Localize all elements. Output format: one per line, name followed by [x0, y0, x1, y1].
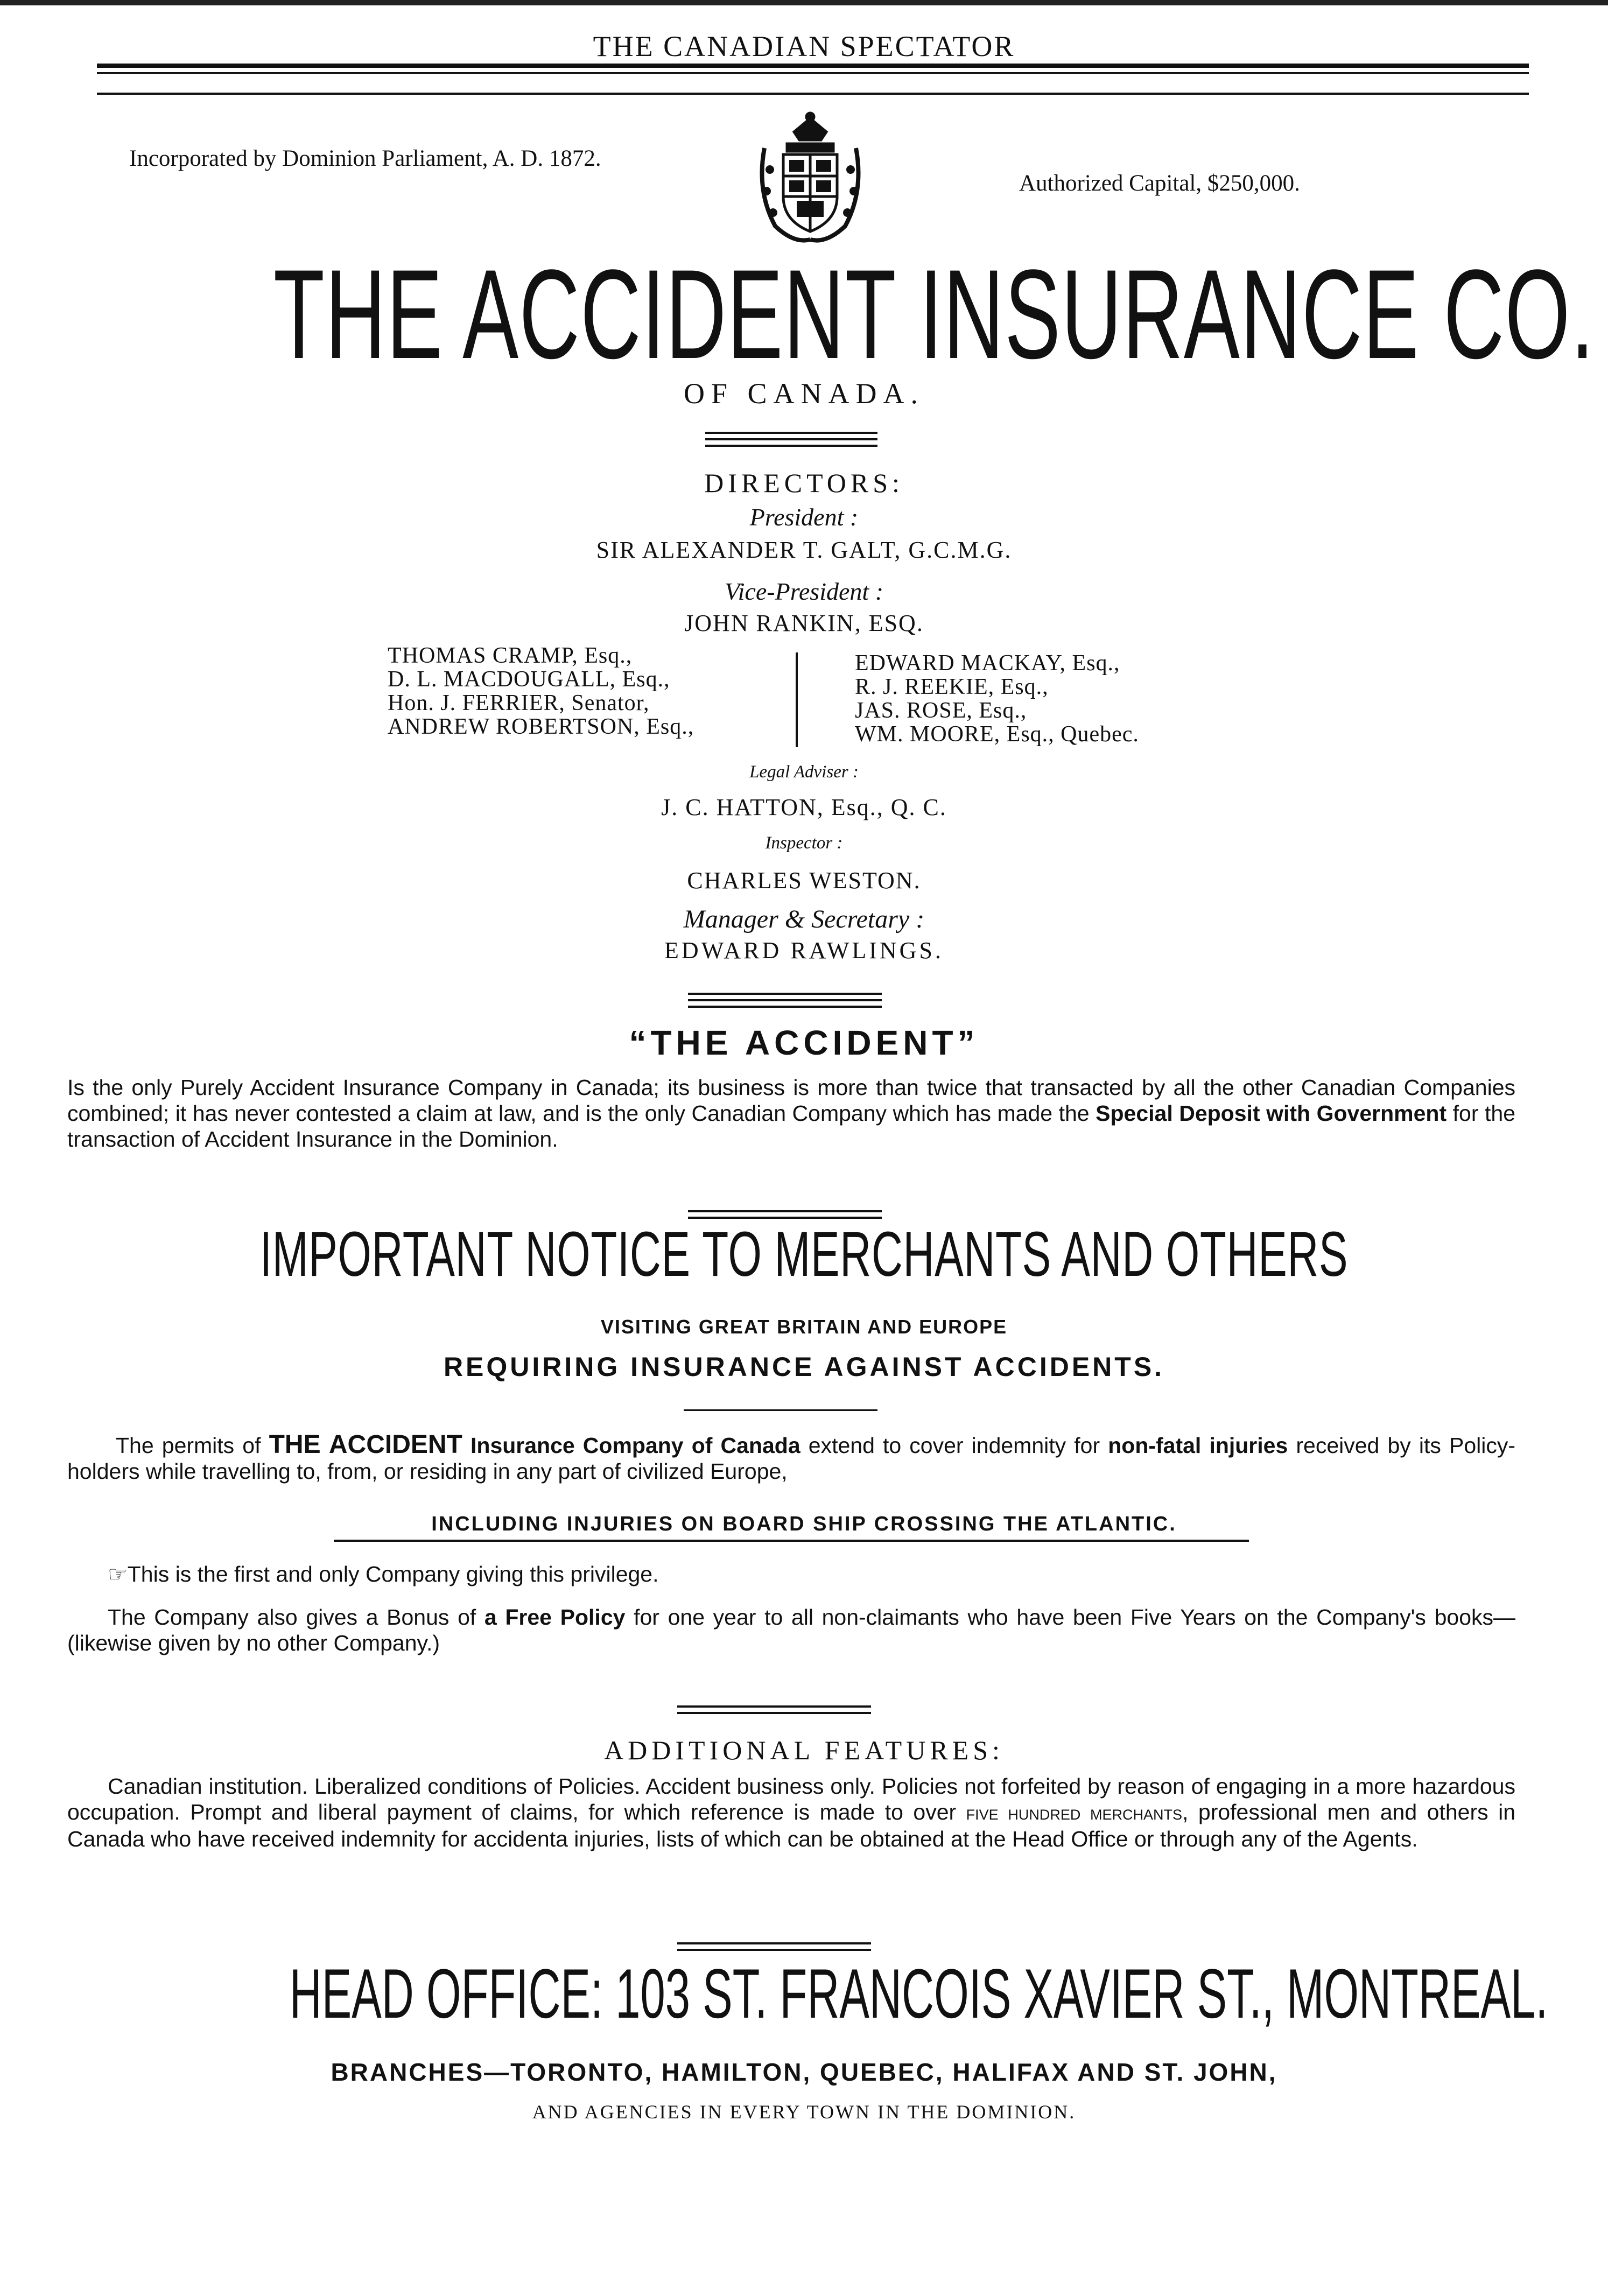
agencies-line: AND AGENCIES IN EVERY TOWN IN THE DOMINION. [532, 2101, 1076, 2123]
incorporation-note: Incorporated by Dominion Parliament, A. D. 1872. [129, 146, 601, 171]
divider [684, 1409, 877, 1411]
divider [677, 1705, 871, 1708]
company-subtitle: OF CANADA. [683, 377, 925, 410]
divider [705, 432, 877, 434]
coat-of-arms-icon [754, 110, 867, 248]
features-paragraph: Canadian institution. Liberalized conditions of Policies. Accident business only. Policies not forfeited by reason of engaging in a more hazardous occupation. Prompt and liberal payment of claims, for which reference is made to over five hundred merchants, professional men and others in Canada who have received indemnity for accidenta injuries, lists of which can be obtained at the Head Office or through any of the Agents. [67, 1774, 1516, 1851]
director-name: R. J. REEKIE, Esq., [855, 675, 1049, 699]
manager-label: Manager & Secretary : [683, 905, 925, 933]
directors-column-divider [796, 652, 798, 747]
legal-adviser-name: J. C. HATTON, Esq., Q. C. [661, 794, 947, 820]
legal-adviser-label: Legal Adviser : [749, 762, 859, 782]
divider [705, 438, 877, 440]
divider [688, 999, 882, 1001]
director-name: THOMAS CRAMP, Esq., [388, 643, 633, 668]
branches-line: BRANCHES—TORONTO, HAMILTON, QUEBEC, HALIFAX AND ST. JOHN, [331, 2058, 1277, 2086]
director-name: D. L. MACDOUGALL, Esq., [388, 667, 670, 692]
inspector-label: Inspector : [765, 833, 843, 853]
vice-president-label: Vice-President : [724, 578, 884, 605]
divider [688, 1210, 882, 1212]
header-rule-thin [97, 72, 1529, 74]
emphasis-underline [334, 1540, 1249, 1542]
page-top-edge [0, 0, 1608, 5]
notice-headline: IMPORTANT NOTICE TO MERCHANTS AND OTHERS [259, 1219, 1349, 1290]
accident-paragraph: Is the only Purely Accident Insurance Company in Canada; its business is more than twice that transacted by all the other Canadian Companies combined; it has never contested a claim at law, and is the only Canadian Company which has made the Special Deposit with Government for the transaction of Accident Insurance in the Dominion. [67, 1075, 1516, 1151]
divider [688, 993, 882, 995]
head-office-line: HEAD OFFICE: 103 ST. FRANCOIS XAVIER ST., MONTREAL. [289, 1954, 1548, 2033]
director-name: JAS. ROSE, Esq., [855, 698, 1027, 723]
notice-subheading: VISITING GREAT BRITAIN AND EUROPE [600, 1316, 1008, 1338]
directors-heading: DIRECTORS: [704, 468, 904, 498]
director-name: ANDREW ROBERTSON, Esq., [388, 714, 694, 739]
pointing-hand-icon: ☞ [108, 1562, 128, 1586]
bonus-paragraph: The Company also gives a Bonus of a Free Policy for one year to all non-claimants who have been Five Years on the Company's books—(likewise given by no other Company.) [67, 1605, 1515, 1655]
directors-list-left [388, 644, 694, 739]
accident-heading: “THE ACCIDENT” [629, 1023, 979, 1062]
capital-note: Authorized Capital, $250,000. [1019, 171, 1300, 196]
divider [677, 1949, 871, 1951]
director-name: Hon. J. FERRIER, Senator, [388, 691, 650, 715]
manager-name: EDWARD RAWLINGS. [664, 937, 944, 964]
running-head: THE CANADIAN SPECTATOR [593, 30, 1015, 62]
director-name: EDWARD MACKAY, Esq., [855, 651, 1120, 676]
president-label: President : [749, 503, 859, 531]
notice-paragraph: The permits of THE ACCIDENT Insurance Company of Canada extend to cover indemnity for non-fatal injuries received by its Policy-holders while travelling to, from, or residing in any part of civilized Europe, [67, 1430, 1516, 1484]
privilege-note: ☞This is the first and only Company giving this privilege. [108, 1562, 659, 1586]
divider [705, 445, 877, 447]
features-heading: ADDITIONAL FEATURES: [604, 1735, 1004, 1765]
inspector-name: CHARLES WESTON. [687, 867, 921, 894]
president-name: SIR ALEXANDER T. GALT, G.C.M.G. [596, 537, 1012, 563]
divider [677, 1942, 871, 1944]
divider [688, 1006, 882, 1008]
vice-president-name: JOHN RANKIN, ESQ. [684, 610, 924, 636]
divider [677, 1712, 871, 1714]
notice-emphasis: INCLUDING INJURIES ON BOARD SHIP CROSSING THE ATLANTIC. [431, 1513, 1177, 1535]
company-title: THE ACCIDENT INSURANCE CO. [273, 243, 1595, 385]
header-rule [97, 64, 1529, 68]
director-name: WM. MOORE, Esq., Quebec. [855, 722, 1139, 747]
notice-subheading-2: REQUIRING INSURANCE AGAINST ACCIDENTS. [443, 1352, 1165, 1382]
directors-list-right [855, 651, 1139, 746]
header-rule-lower [97, 93, 1529, 95]
